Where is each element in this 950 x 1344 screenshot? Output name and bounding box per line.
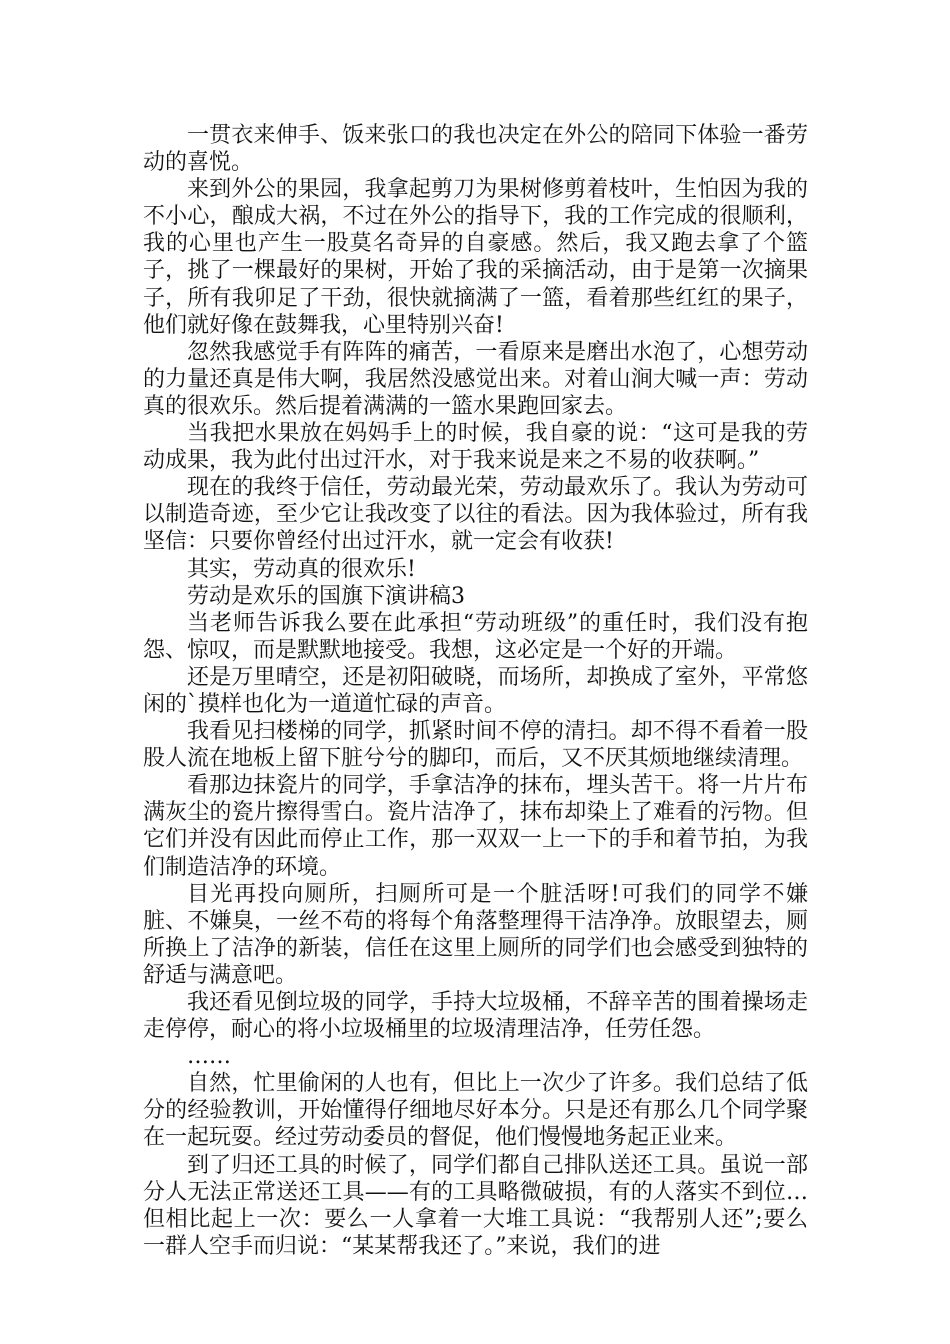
paragraph: 我还看见倒垃圾的同学，手持大垃圾桶，不辞辛苦的围着操场走走停停，耐心的将小垃圾桶里的垃圾清理洁净，任劳任怨。 (143, 990, 808, 1043)
paragraph: 来到外公的果园，我拿起剪刀为果树修剪着枝叶，生怕因为我的不小心，酿成大祸，不过在外公的指导下，我的工作完成的很顺利，我的心里也产生一股莫名奇异的自豪感。然后，我又跑去拿了个篮子，挑了一棵最好的果树，开始了我的采摘活动，由于是第一次摘果子，所有我卯足了干劲，很快就摘满了一篮，看着那些红红的果子，他们就好像在鼓舞我，心里特别兴奋! (143, 177, 808, 338)
paragraph: 忽然我感觉手有阵阵的痛苦，一看原来是磨出水泡了，心想劳动的力量还真是伟大啊，我居然没感觉出来。对着山涧大喊一声：劳动真的很欢乐。然后提着满满的一篮水果跑回家去。 (143, 339, 808, 419)
paragraph: 到了归还工具的时候了，同学们都自己排队送还工具。虽说一部分人无法正常送还工具——有的工具略微破损，有的人落实不到位…但相比起上一次：要么一人拿着一大堆工具说：“我帮别人还”;要么一群人空手而归说：“某某帮我还了。”来说，我们的进 (143, 1152, 808, 1259)
paragraph: 还是万里晴空，还是初阳破晓，而场所，却换成了室外，平常悠闲的`摸样也化为一道道忙碌的声音。 (143, 664, 808, 717)
paragraph: 一贯衣来伸手、饭来张口的我也决定在外公的陪同下体验一番劳动的喜悦。 (143, 123, 808, 176)
ellipsis-line: …… (187, 1044, 231, 1070)
section-heading: 劳动是欢乐的国旗下演讲稿3 (187, 583, 465, 609)
paragraph: 当老师告诉我么要在此承担“劳动班级”的重任时，我们没有抱怨、惊叹，而是默默地接受。我想，这必定是一个好的开端。 (143, 610, 808, 663)
paragraph: 我看见扫楼梯的同学，抓紧时间不停的清扫。却不得不看着一股股人流在地板上留下脏兮兮的脚印，而后，又不厌其烦地继续清理。 (143, 719, 808, 772)
paragraph: 现在的我终于信任，劳动最光荣，劳动最欢乐了。我认为劳动可以制造奇迹，至少它让我改变了以往的看法。因为我体验过，所有我坚信：只要你曾经付出过汗水，就一定会有收获! (143, 475, 808, 555)
paragraph: 其实，劳动真的很欢乐! (187, 556, 416, 582)
paragraph: 目光再投向厕所，扫厕所可是一个脏活呀!可我们的同学不嫌脏、不嫌臭，一丝不苟的将每个角落整理得干洁净净。放眼望去，厕所换上了洁净的新装，信任在这里上厕所的同学们也会感受到独特的舒适与满意吧。 (143, 881, 808, 988)
document-body (143, 122, 808, 1260)
paragraph: 当我把水果放在妈妈手上的时候，我自豪的说：“这可是我的劳动成果，我为此付出过汗水，对于我来说是来之不易的收获啊。” (143, 421, 808, 474)
paragraph: 自然，忙里偷闲的人也有，但比上一次少了许多。我们总结了低分的经验教训，开始懂得仔细地尽好本分。只是还有那么几个同学聚在一起玩耍。经过劳动委员的督促，他们慢慢地务起正业来。 (143, 1071, 808, 1151)
paragraph: 看那边抹瓷片的同学，手拿洁净的抹布，埋头苦干。将一片片布满灰尘的瓷片擦得雪白。瓷片洁净了，抹布却染上了难看的污物。但它们并没有因此而停止工作，那一双双一上一下的手和着节拍，为我们制造洁净的环境。 (143, 773, 808, 880)
